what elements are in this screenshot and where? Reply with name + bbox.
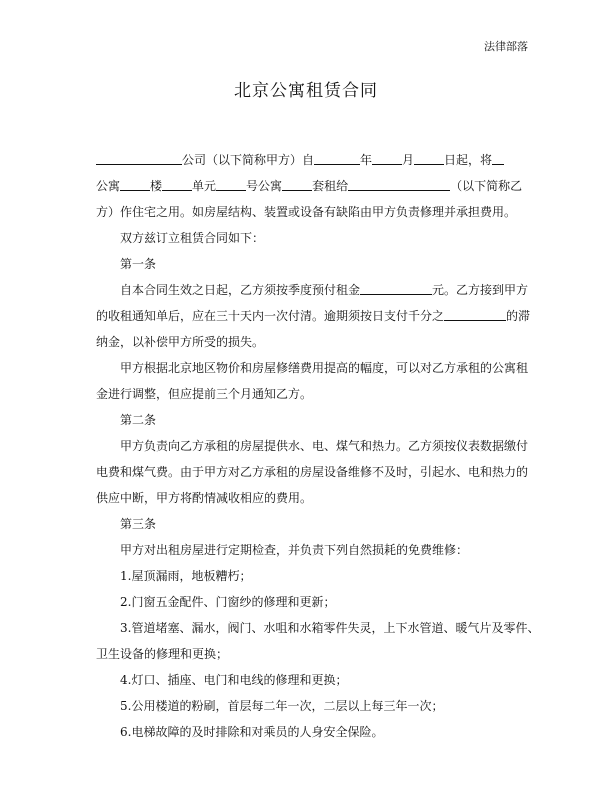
building-blank <box>120 178 150 191</box>
article-1-line: 金进行调整，但应提前三个月通知乙方。 <box>96 387 313 401</box>
apartment-blank <box>216 178 246 191</box>
article-text: 的滞 <box>506 309 531 323</box>
article-1-line <box>96 277 529 303</box>
article-2-line: 电费和煤气费。由于甲方对乙方承租的房屋设备维修不及时，引起水、电和热力的 <box>96 465 529 479</box>
year-blank <box>314 152 360 165</box>
header-tag: 法律部落 <box>484 40 528 53</box>
article-3-item: 2.门窗五金配件、门窗纱的修理和更新； <box>120 595 336 609</box>
intro-text: 年 <box>360 153 373 167</box>
rent-blank <box>360 282 432 295</box>
article-3-item: 3.管道堵塞、漏水，阀门、水咀和水箱零件失灵，上下水管道、暖气片及零件、 <box>120 621 540 635</box>
article-1-heading: 第一条 <box>120 257 157 271</box>
article-1-line: 甲方根据北京地区物价和房屋修缮费用提高的幅度，可以对乙方承租的公寓租 <box>120 361 529 375</box>
intro-line-1 <box>96 147 522 173</box>
agree-line: 双方兹订立租赁合同如下： <box>120 231 265 245</box>
intro-text: 号公寓 <box>246 179 283 193</box>
article-text: 的收租通知单后，应在三十天内一次付清。逾期须按日支付千分之 <box>96 309 445 323</box>
article-3-item: 5.公用楼道的粉刷，首层每二年一次，二层以上每三年一次； <box>120 699 444 713</box>
article-1-line: 纳金，以补偿甲方所受的损失。 <box>96 335 265 349</box>
unit-blank <box>162 178 192 191</box>
intro-text: 公寓 <box>96 179 121 193</box>
article-3-item: 卫生设备的修理和更换； <box>96 647 229 661</box>
intro-text: 月 <box>402 153 415 167</box>
document-title: 北京公寓租赁合同 <box>234 81 378 101</box>
intro-text: 公司（以下简称甲方）自 <box>182 153 315 167</box>
article-2-line: 供应中断，甲方将酌情减收相应的费用。 <box>96 491 313 505</box>
tenant-blank <box>348 178 450 191</box>
article-text: 自本合同生效之日起，乙方须按季度预付租金 <box>120 283 361 297</box>
article-1-line <box>96 303 531 329</box>
intro-line-2 <box>96 173 522 199</box>
intro-text: 套租给 <box>312 179 349 193</box>
article-3-heading: 第三条 <box>120 517 157 531</box>
intro-text: 日起，将 <box>444 153 493 167</box>
month-blank <box>372 152 402 165</box>
late-fee-blank <box>444 308 506 321</box>
article-3-item: 4.灯口、插座、电门和电线的修理和更换； <box>120 673 348 687</box>
intro-text: （以下简称乙 <box>450 179 523 193</box>
contract-body <box>96 147 540 745</box>
article-2-line: 甲方负责向乙方承租的房屋提供水、电、煤气和热力。乙方须按仪表数据缴付 <box>120 439 529 453</box>
intro-text: 楼 <box>150 179 163 193</box>
article-3-item: 6.电梯故障的及时排除和对乘员的人身安全保险。 <box>120 725 384 739</box>
blank <box>492 152 504 165</box>
day-blank <box>414 152 444 165</box>
intro-line-3: 方）作住宅之用。如房屋结构、装置或设备有缺陷由甲方负责修理并承担费用。 <box>96 205 517 219</box>
article-2-heading: 第二条 <box>120 413 157 427</box>
intro-text: 单元 <box>192 179 217 193</box>
article-3-intro: 甲方对出租房屋进行定期检查，并负责下列自然损耗的免费维修： <box>120 543 469 557</box>
article-text: 元。乙方接到甲方 <box>432 283 529 297</box>
suite-blank <box>282 178 312 191</box>
article-3-item: 1.屋顶漏雨，地板糟朽； <box>120 569 252 583</box>
company-blank <box>96 152 182 165</box>
